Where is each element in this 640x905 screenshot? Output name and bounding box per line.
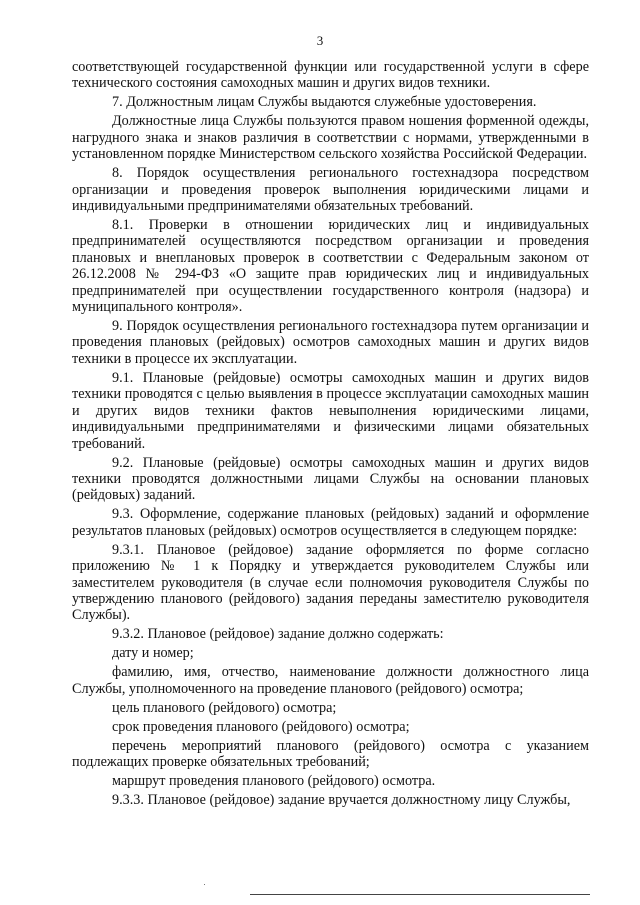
list-item-date-number: дату и номер; (112, 645, 194, 662)
paragraph-uniform: Должностные лица Службы пользуются правом ношения форменной одежды, нагрудного знака и знаков различия в соответствии с нормами, утвержденными в установленном порядке Министерством сельского хозяйства Российской Федерации. (72, 113, 589, 163)
list-item-purpose: цель планового (рейдового) осмотра; (112, 699, 337, 716)
list-item-official: фамилию, имя, отчество, наименование должности должностного лица Службы, уполномоченного на проведение планового (рейдового) осмотра; (72, 664, 589, 697)
paragraph-9: 9. Порядок осуществления регионального гостехнадзора путем организации и проведения плановых (рейдовых) осмотров самоходных машин и других видов техники в процессе их эксплуатации. (72, 318, 589, 367)
paragraph-9-3-1: 9.3.1. Плановое (рейдовое) задание оформляется по форме согласно приложению № 1 к Порядку и утверждается руководителем Службы или заместителем руководителя (в случае если полномочия руководителя Службы по утверждению планового (рейдового) задания переданы заместителю руководителя Службы). (72, 541, 589, 624)
scan-speck (204, 884, 205, 885)
paragraph-9-3-2: 9.3.2. Плановое (рейдовое) задание должно содержать: (112, 626, 444, 643)
paragraph-intro-continuation: соответствующей государственной функции или государственной услуги в сфере технического состояния самоходных машин и других видов техники. (72, 59, 589, 92)
paragraph-8: 8. Порядок осуществления регионального гостехнадзора посредством организации и проведения проверок выполнения юридическими лицами и индивидуальными предпринимателями обязательных требований. (72, 165, 589, 215)
paragraph-7: 7. Должностным лицам Службы выдаются служебные удостоверения. (112, 94, 537, 111)
paragraph-9-3: 9.3. Оформление, содержание плановых (рейдовых) заданий и оформление результатов плановых (рейдовых) осмотров осуществляется в следующем порядке: (72, 506, 589, 539)
page-number: 3 (316, 33, 324, 48)
paragraph-9-2: 9.2. Плановые (рейдовые) осмотры самоходных машин и других видов техники проводятся должностными лицами Службы на основании плановых (рейдовых) заданий. (72, 454, 589, 504)
list-item-term: срок проведения планового (рейдового) осмотра; (112, 718, 410, 735)
paragraph-9-1: 9.1. Плановые (рейдовые) осмотры самоходных машин и других видов техники проводятся с целью выявления в процессе эксплуатации самоходных машин и других видов техники фактов невыполнения юридическими лицами, индивидуальными предпринимателями и физическими лицами обязательных требований. (72, 369, 589, 452)
paragraph-9-3-3: 9.3.3. Плановое (рейдовое) задание вручается должностному лицу Службы, (112, 792, 571, 809)
paragraph-8-1: 8.1. Проверки в отношении юридических лиц и индивидуальных предпринимателей осуществляются посредством организации и проведения плановых и внеплановых проверок в соответствии с Федеральным законом от 26.12.2008 № 294-ФЗ «О защите прав юридических лиц и индивидуальных предпринимателей при осуществлении государственного контроля (надзора) и муниципального контроля». (72, 217, 589, 316)
page-bottom-rule (250, 894, 590, 895)
document-body (72, 59, 589, 811)
list-item-route: маршрут проведения планового (рейдового) осмотра. (112, 773, 436, 790)
list-item-measures: перечень мероприятий планового (рейдового) осмотра с указанием подлежащих проверке обязательных требований; (72, 737, 589, 771)
